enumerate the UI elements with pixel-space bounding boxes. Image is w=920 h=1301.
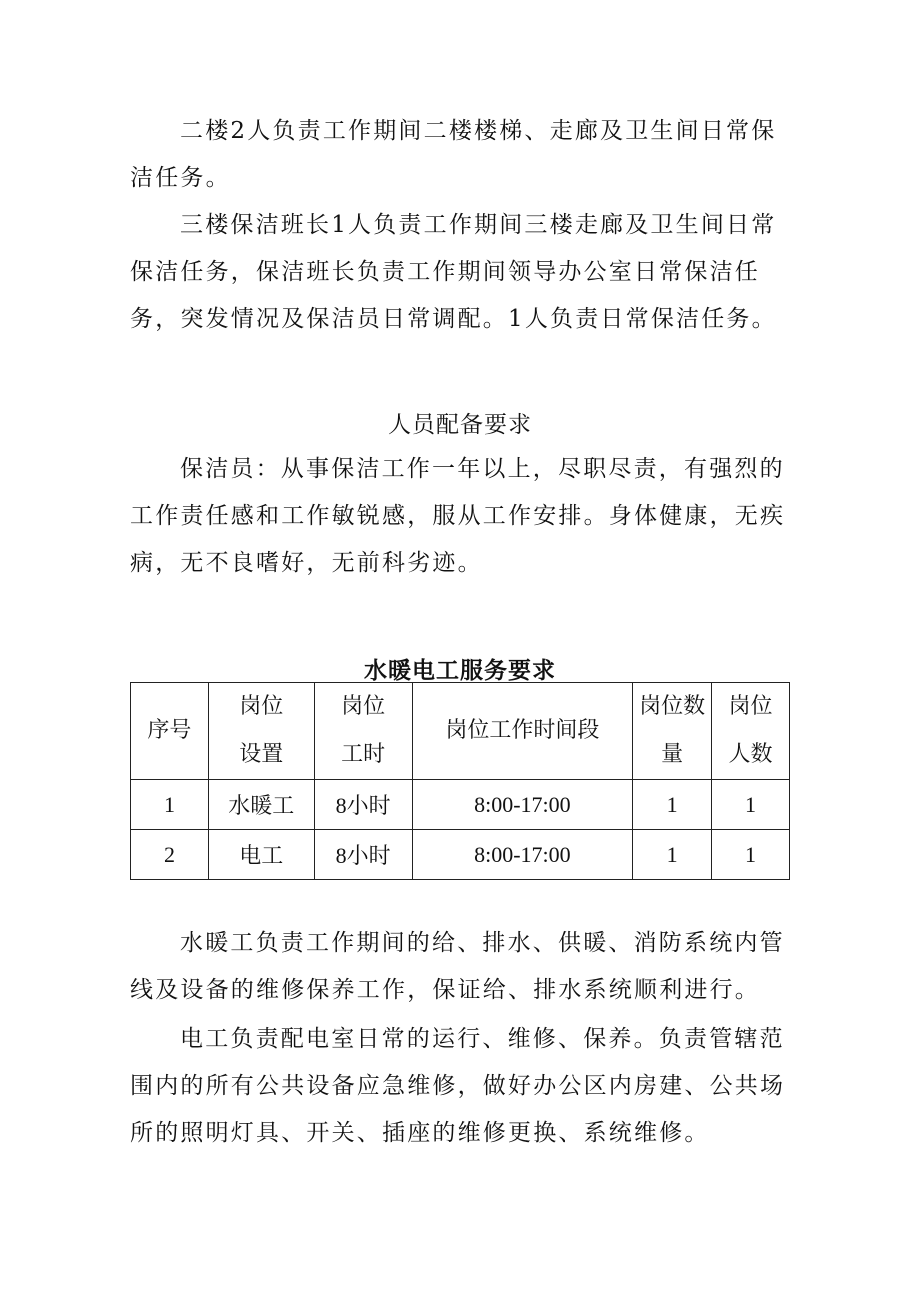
header-hours: 岗位 工时	[314, 683, 412, 780]
header-seq: 序号	[131, 683, 209, 780]
cell-seq: 2	[131, 830, 209, 880]
service-table	[130, 682, 790, 880]
header-post: 岗位 设置	[208, 683, 314, 780]
header-period: 岗位工作时间段	[412, 683, 633, 780]
cell-seq: 1	[131, 780, 209, 830]
header-people: 岗位 人数	[712, 683, 790, 780]
cell-post: 水暖工	[208, 780, 314, 830]
paragraph-third-floor: 三楼保洁班长1人负责工作期间三楼走廊及卫生间日常保洁任务，保洁班长负责工作期间领导办公室日常保洁任务，突发情况及保洁员日常调配。1人负责日常保洁任务。	[130, 212, 777, 332]
table-title: 水暖电工服务要求	[364, 657, 556, 684]
table-row	[131, 830, 790, 880]
cell-hours: 8小时	[314, 830, 412, 880]
cell-hours: 8小时	[314, 780, 412, 830]
cell-period: 8:00-17:00	[412, 780, 633, 830]
cell-count: 1	[633, 830, 712, 880]
cell-count: 1	[633, 780, 712, 830]
table-row	[131, 780, 790, 830]
table-header-row	[131, 683, 790, 780]
cell-period: 8:00-17:00	[412, 830, 633, 880]
paragraph-plumber: 水暖工负责工作期间的给、排水、供暖、消防系统内管线及设备的维修保养工作，保证给、排水系统顺利进行。	[130, 930, 785, 1003]
cell-people: 1	[712, 780, 790, 830]
cell-people: 1	[712, 830, 790, 880]
cell-post: 电工	[208, 830, 314, 880]
paragraph-second-floor: 二楼2人负责工作期间二楼楼梯、走廊及卫生间日常保洁任务。	[130, 118, 777, 191]
header-count: 岗位数 量	[633, 683, 712, 780]
paragraph-electrician: 电工负责配电室日常的运行、维修、保养。负责管辖范围内的所有公共设备应急维修，做好办公区内房建、公共场所的照明灯具、开关、插座的维修更换、系统维修。	[130, 1026, 786, 1146]
staffing-paragraph: 保洁员：从事保洁工作一年以上，尽职尽责，有强烈的工作责任感和工作敏锐感，服从工作安排。身体健康，无疾病，无不良嗜好，无前科劣迹。	[130, 456, 786, 576]
staffing-heading: 人员配备要求	[388, 412, 532, 438]
